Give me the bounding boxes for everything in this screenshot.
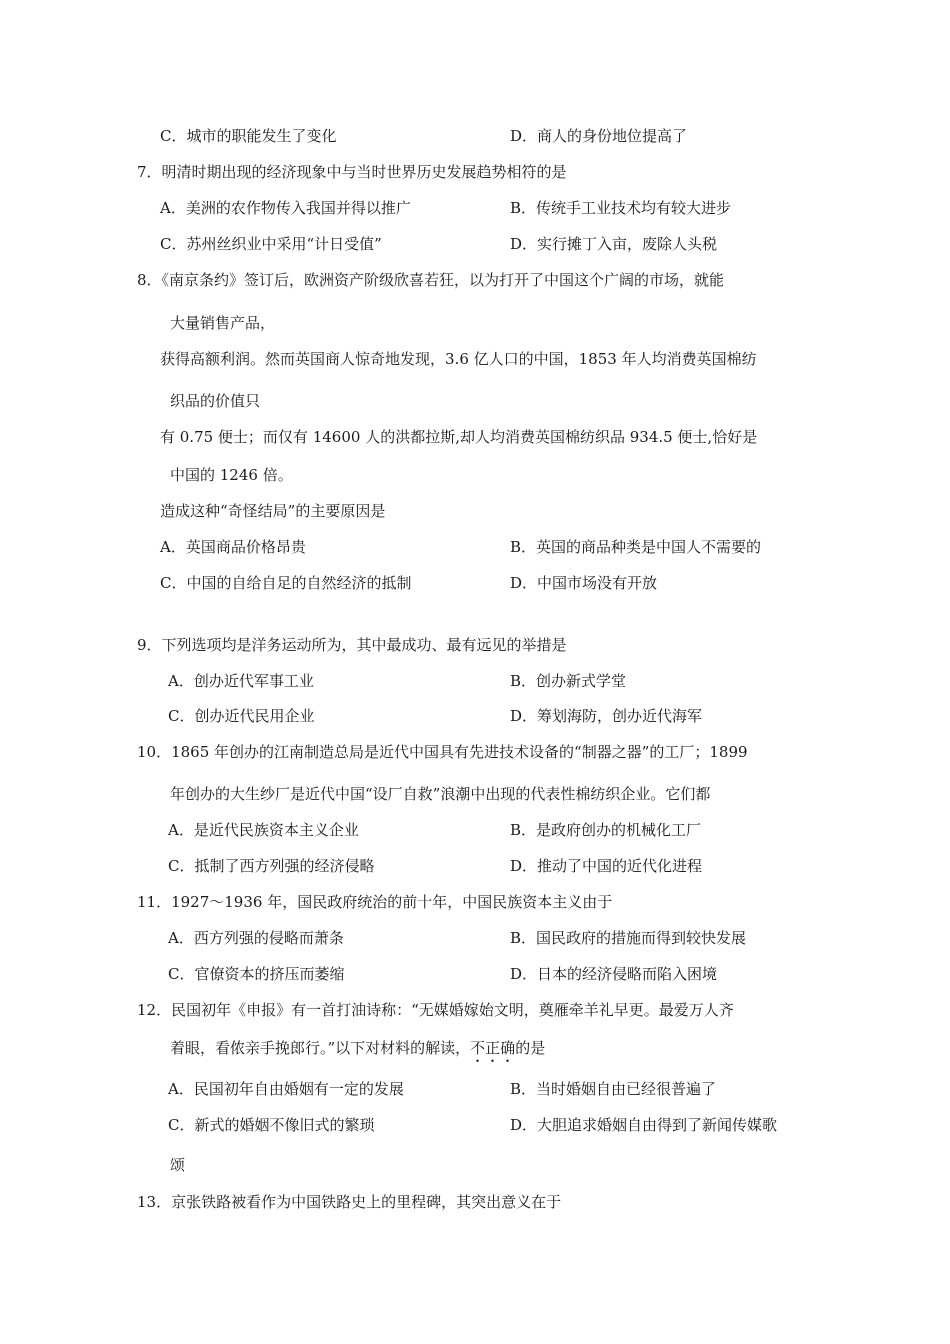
q7-option-d: D．实行摊丁入亩，废除人头税 bbox=[510, 235, 718, 253]
q9-option-a: A．创办近代军事工业 bbox=[168, 672, 314, 690]
q12-stem-line-2-part-1: 着眼，看侬亲手挽郎行。”以下对材料的解读， bbox=[170, 1039, 471, 1057]
q9-option-d: D．筹划海防，创办近代海军 bbox=[510, 707, 703, 725]
q11-option-c: C．官僚资本的挤压而萎缩 bbox=[168, 965, 345, 983]
q7-option-a: A．美洲的农作物传入我国并得以推广 bbox=[160, 199, 411, 217]
q8-stem-line-6: 中国的 1246 倍。 bbox=[170, 466, 293, 484]
q11-option-a: A．西方列强的侵略而萧条 bbox=[168, 929, 344, 947]
q10-stem-line-1: 10．1865 年创办的江南制造总局是近代中国具有先进技术设备的“制器之器”的工厂；1899 bbox=[137, 743, 748, 761]
q8-stem-line-5: 有 0.75 便士；而仅有 14600 人的洪都拉斯,却人均消费英国棉纺织品 934.5 便士,恰好是 bbox=[160, 428, 758, 446]
q11-stem: 11．1927～1936 年，国民政府统治的前十年，中国民族资本主义由于 bbox=[137, 893, 613, 911]
q7-stem: 7．明清时期出现的经济现象中与当时世界历史发展趋势相符的是 bbox=[137, 163, 567, 181]
q11-option-d: D．日本的经济侵略而陷入困境 bbox=[510, 965, 718, 983]
q6-option-c: C．城市的职能发生了变化 bbox=[160, 127, 337, 145]
q8-stem-line-7: 造成这种“奇怪结局”的主要原因是 bbox=[160, 502, 386, 520]
q8-stem-line-2: 大量销售产品， bbox=[170, 314, 276, 332]
q12-option-c: C．新式的婚姻不像旧式的繁琐 bbox=[168, 1116, 375, 1134]
q10-stem-line-2: 年创办的大生纱厂是近代中国“设厂自救”浪潮中出现的代表性棉纺织企业。它们都 bbox=[170, 785, 711, 803]
q12-emphasis-not-correct: 不正确 bbox=[470, 1039, 516, 1057]
q13-stem: 13．京张铁路被看作为中国铁路史上的里程碑，其突出意义在于 bbox=[137, 1193, 562, 1211]
q11-option-b: B．国民政府的措施而得到较快发展 bbox=[510, 929, 747, 947]
q9-option-c: C．创办近代民用企业 bbox=[168, 707, 315, 725]
q12-stem-line-1: 12．民国初年《申报》有一首打油诗称：“无媒婚嫁始文明，奠雁牵羊礼早更。最爱万人齐 bbox=[137, 1001, 734, 1019]
q7-option-b: B．传统手工业技术均有较大进步 bbox=[510, 199, 732, 217]
q10-option-b: B．是政府创办的机械化工厂 bbox=[510, 821, 702, 839]
q9-stem: 9．下列选项均是洋务运动所为，其中最成功、最有远见的举措是 bbox=[137, 636, 567, 654]
q12-option-d: D．大胆追求婚姻自由得到了新闻传媒歌 bbox=[510, 1116, 778, 1134]
q12-option-a: A．民国初年自由婚姻有一定的发展 bbox=[168, 1080, 404, 1098]
q7-option-c: C．苏州丝织业中采用“计日受值” bbox=[160, 235, 382, 253]
q12-option-d-continued: 颂 bbox=[170, 1156, 186, 1174]
q8-stem-line-4: 织品的价值只 bbox=[170, 392, 261, 410]
q6-option-d: D．商人的身份地位提高了 bbox=[510, 127, 688, 145]
q12-stem-line-2-part-3: 的是 bbox=[515, 1039, 546, 1057]
q8-option-b: B．英国的商品种类是中国人不需要的 bbox=[510, 538, 762, 556]
q10-option-a: A．是近代民族资本主义企业 bbox=[168, 821, 359, 839]
q12-option-b: B．当时婚姻自由已经很普遍了 bbox=[510, 1080, 717, 1098]
q8-stem-line-3: 获得高额利润。然而英国商人惊奇地发现，3.6 亿人口的中国，1853 年人均消费英国棉纺 bbox=[160, 350, 757, 368]
q12-stem-line-2 bbox=[170, 1038, 545, 1066]
q8-option-c: C．中国的自给自足的自然经济的抵制 bbox=[160, 574, 412, 592]
q8-option-a: A．英国商品价格昂贵 bbox=[160, 538, 306, 556]
q8-stem-line-1: 8．《南京条约》签订后，欧洲资产阶级欣喜若狂，以为打开了中国这个广阔的市场，就能 bbox=[137, 271, 725, 289]
q8-option-d: D．中国市场没有开放 bbox=[510, 574, 658, 592]
q9-option-b: B．创办新式学堂 bbox=[510, 672, 627, 690]
q10-option-c: C．抵制了西方列强的经济侵略 bbox=[168, 857, 375, 875]
q10-option-d: D．推动了中国的近代化进程 bbox=[510, 857, 703, 875]
